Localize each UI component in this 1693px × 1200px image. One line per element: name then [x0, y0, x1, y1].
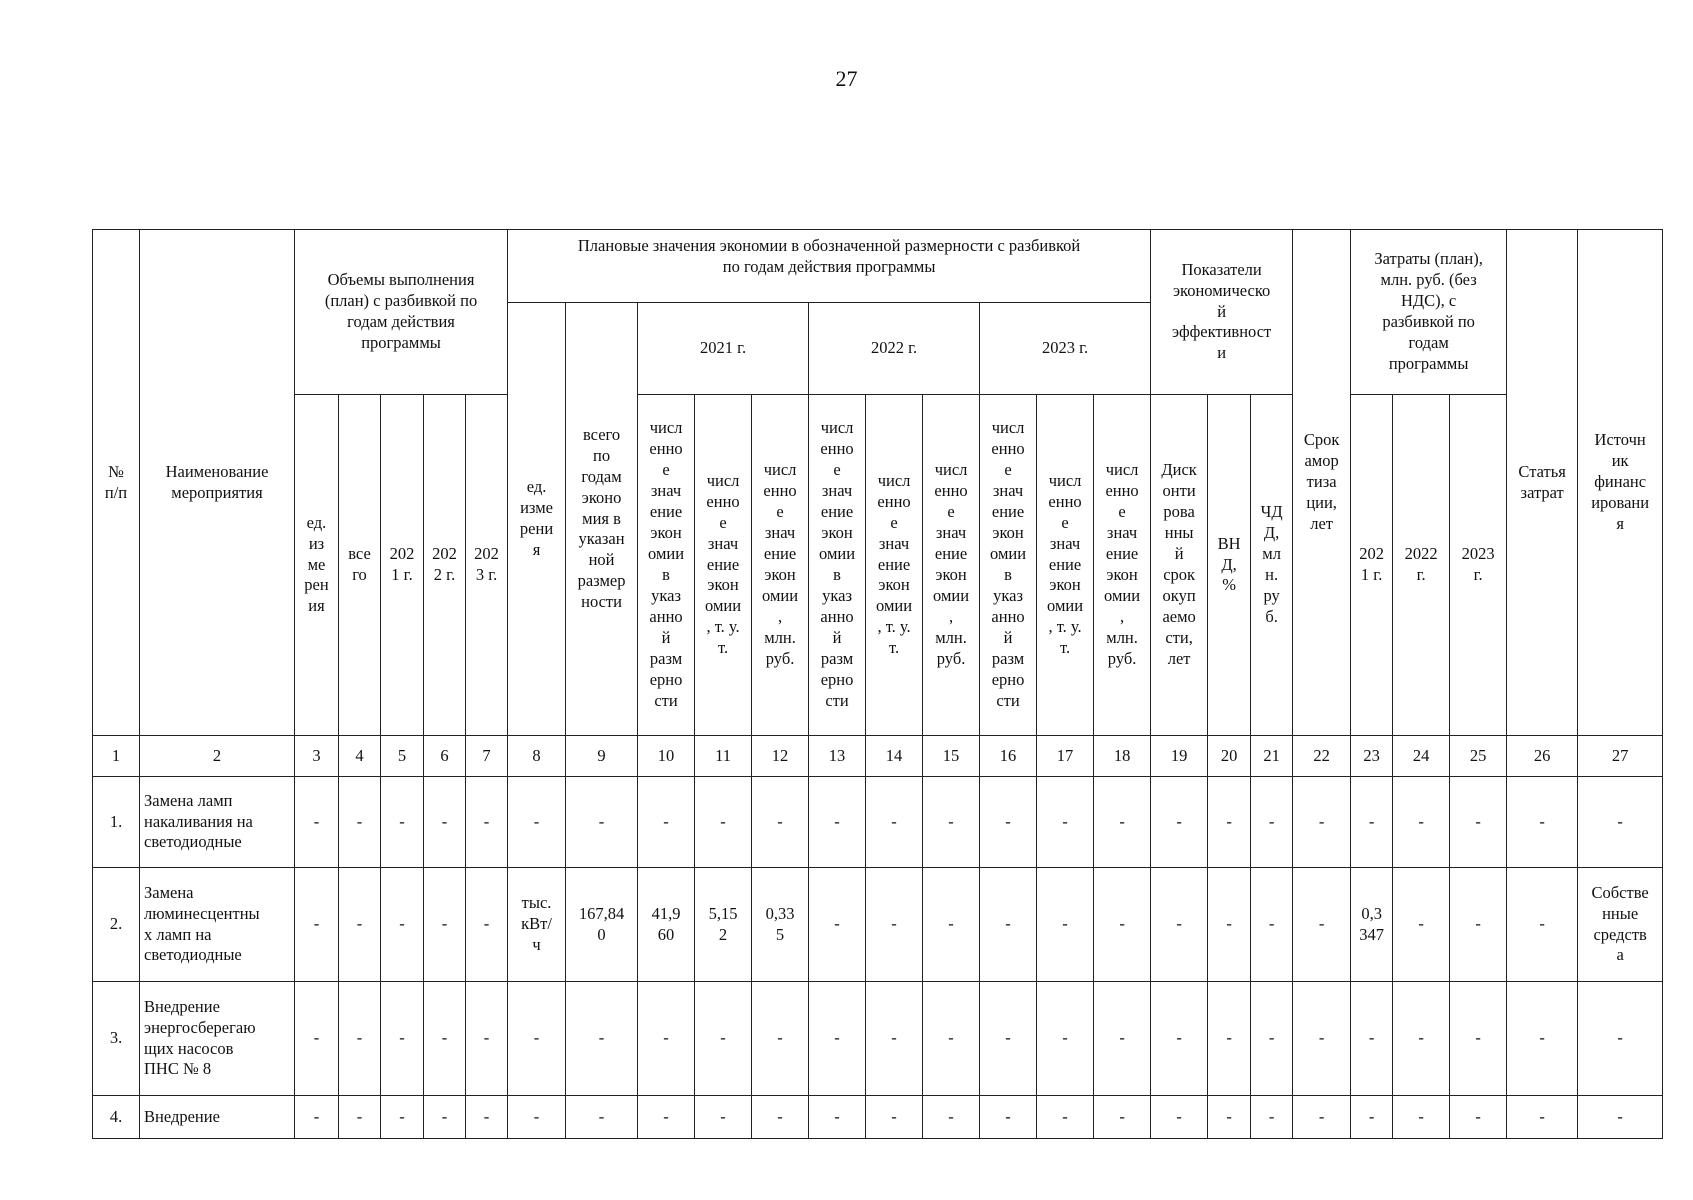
table-cell: - [980, 777, 1037, 868]
header-year-2022: 2022 г. [809, 303, 980, 395]
table-cell: - [980, 868, 1037, 982]
table-cell: - [695, 982, 752, 1096]
table-cell: - [1293, 868, 1351, 982]
header-2022-tut: числ енно е знач ение экон омии , т. у. т. [866, 395, 923, 736]
column-number: 24 [1393, 736, 1450, 777]
table-cell: - [339, 982, 381, 1096]
table-cell: - [1208, 1096, 1251, 1139]
table-cell: - [1507, 982, 1578, 1096]
row-number: 3. [93, 982, 140, 1096]
column-number: 13 [809, 736, 866, 777]
table-cell: - [638, 1096, 695, 1139]
table-cell: - [1094, 777, 1151, 868]
table-cell: - [1037, 777, 1094, 868]
header-costs-2022: 2022 г. [1393, 395, 1450, 736]
table-cell: - [339, 1096, 381, 1139]
table-row [93, 868, 1663, 982]
column-number: 9 [566, 736, 638, 777]
header-savings-total: всего по годам эконо мия в указан ной размер ности [566, 303, 638, 736]
table-cell: 0,33 5 [752, 868, 809, 982]
table-cell: - [1293, 982, 1351, 1096]
column-number: 5 [381, 736, 424, 777]
table-cell: - [1151, 868, 1208, 982]
table-cell: - [1037, 1096, 1094, 1139]
column-number: 6 [424, 736, 466, 777]
header-volumes-unit: ед. из ме рен ия [295, 395, 339, 736]
table-cell: - [1578, 982, 1663, 1096]
table-cell: - [339, 777, 381, 868]
savings-program-table [92, 229, 1663, 1139]
column-number: 23 [1351, 736, 1393, 777]
table-row [93, 982, 1663, 1096]
table-row [93, 777, 1663, 868]
table-cell: - [1208, 868, 1251, 982]
table-cell: - [381, 868, 424, 982]
column-number: 27 [1578, 736, 1663, 777]
header-2021-rub: числ енно е знач ение экон омии , млн. руб. [752, 395, 809, 736]
header-npv: ЧД Д, мл н. ру б. [1251, 395, 1293, 736]
table-cell: - [1393, 1096, 1450, 1139]
header-2023-rub: числ енно е знач ение экон омии , млн. руб. [1094, 395, 1151, 736]
table-cell: - [295, 982, 339, 1096]
table-cell: - [339, 868, 381, 982]
table-cell: - [866, 982, 923, 1096]
table-cell: - [866, 777, 923, 868]
table-cell: - [424, 777, 466, 868]
header-costs-group: Затраты (план), млн. руб. (без НДС), с разбивкой по годам программы [1351, 230, 1507, 395]
table-cell: - [1094, 868, 1151, 982]
column-number: 3 [295, 736, 339, 777]
table-cell: тыс. кВт/ ч [508, 868, 566, 982]
table-cell: - [1151, 1096, 1208, 1139]
table-cell: - [295, 1096, 339, 1139]
measure-name: Замена люминесцентны х ламп на светодиодные [140, 868, 295, 982]
header-year-2023: 2023 г. [980, 303, 1151, 395]
table-cell: - [1251, 868, 1293, 982]
header-no: № п/п [93, 230, 140, 736]
table-cell: - [295, 777, 339, 868]
column-number: 16 [980, 736, 1037, 777]
column-number: 18 [1094, 736, 1151, 777]
column-number: 21 [1251, 736, 1293, 777]
header-payback: Диск онти рова нны й срок окуп аемо сти, лет [1151, 395, 1208, 736]
table-cell: - [638, 982, 695, 1096]
column-number: 17 [1037, 736, 1094, 777]
table-cell: - [1293, 1096, 1351, 1139]
table-cell: - [466, 1096, 508, 1139]
row-number: 4. [93, 1096, 140, 1139]
row-number: 1. [93, 777, 140, 868]
column-number: 12 [752, 736, 809, 777]
table-cell: - [1578, 1096, 1663, 1139]
table-cell: - [566, 1096, 638, 1139]
header-row-1 [93, 230, 1663, 303]
column-number: 8 [508, 736, 566, 777]
table-cell: - [1037, 868, 1094, 982]
column-number: 20 [1208, 736, 1251, 777]
header-costs-2023: 2023 г. [1450, 395, 1507, 736]
row-number: 2. [93, 868, 140, 982]
table-cell: - [1151, 777, 1208, 868]
header-2023-tut: числ енно е знач ение экон омии , т. у. т. [1037, 395, 1094, 736]
table-cell: - [752, 982, 809, 1096]
table-cell: - [809, 982, 866, 1096]
table-cell: - [980, 1096, 1037, 1139]
table-cell: - [695, 1096, 752, 1139]
table-cell: - [424, 868, 466, 982]
table-cell: - [866, 868, 923, 982]
table-cell: - [923, 982, 980, 1096]
table-cell: - [566, 777, 638, 868]
table-cell: - [1351, 1096, 1393, 1139]
table-cell: - [1450, 982, 1507, 1096]
table-cell: - [381, 982, 424, 1096]
header-costs-2021: 202 1 г. [1351, 395, 1393, 736]
column-number: 7 [466, 736, 508, 777]
table-cell: - [809, 777, 866, 868]
table-cell: - [381, 777, 424, 868]
measure-name: Замена ламп накаливания на светодиодные [140, 777, 295, 868]
table-cell: - [1351, 777, 1393, 868]
header-2023-dim: числ енно е знач ение экон омии в указ анно й разм ерно сти [980, 395, 1037, 736]
table-cell: - [695, 777, 752, 868]
column-number: 4 [339, 736, 381, 777]
header-volumes-2022: 202 2 г. [424, 395, 466, 736]
column-number: 19 [1151, 736, 1208, 777]
table-cell: 167,84 0 [566, 868, 638, 982]
table-cell: - [424, 1096, 466, 1139]
measure-name: Внедрение [140, 1096, 295, 1139]
table-cell: - [508, 982, 566, 1096]
header-econ-group: Показатели экономическо й эффективност и [1151, 230, 1293, 395]
table-cell: - [424, 982, 466, 1096]
table-cell: - [923, 868, 980, 982]
table-cell: - [1507, 1096, 1578, 1139]
column-number: 10 [638, 736, 695, 777]
column-numbers-row [93, 736, 1663, 777]
header-irr: ВН Д, % [1208, 395, 1251, 736]
table-cell: - [1393, 868, 1450, 982]
header-name: Наименование мероприятия [140, 230, 295, 736]
header-year-2021: 2021 г. [638, 303, 809, 395]
table-cell: - [752, 777, 809, 868]
column-number: 14 [866, 736, 923, 777]
table-cell: - [1393, 982, 1450, 1096]
table-cell: - [508, 777, 566, 868]
table-cell: - [1208, 982, 1251, 1096]
table-cell: - [566, 982, 638, 1096]
table-cell: - [466, 982, 508, 1096]
table-cell: - [1208, 777, 1251, 868]
table-cell: - [1293, 777, 1351, 868]
table-cell: - [752, 1096, 809, 1139]
column-number: 25 [1450, 736, 1507, 777]
table-cell: - [1450, 777, 1507, 868]
table-cell: - [1507, 868, 1578, 982]
table-cell: - [1251, 777, 1293, 868]
column-number: 2 [140, 736, 295, 777]
table-cell: - [508, 1096, 566, 1139]
table-cell: - [1578, 777, 1663, 868]
table-cell: - [466, 868, 508, 982]
table-cell: 0,3 347 [1351, 868, 1393, 982]
table-cell: - [923, 1096, 980, 1139]
header-savings-unit: ед. изме рени я [508, 303, 566, 736]
header-2022-rub: числ енно е знач ение экон омии , млн. руб. [923, 395, 980, 736]
table-cell: 5,15 2 [695, 868, 752, 982]
table-cell: - [980, 982, 1037, 1096]
table-cell: - [381, 1096, 424, 1139]
column-number: 1 [93, 736, 140, 777]
column-number: 22 [1293, 736, 1351, 777]
table-cell: - [1450, 1096, 1507, 1139]
table-cell: - [1037, 982, 1094, 1096]
table-cell: - [809, 868, 866, 982]
table-cell: - [1507, 777, 1578, 868]
table-cell: - [295, 868, 339, 982]
table-cell: - [1251, 982, 1293, 1096]
column-number: 11 [695, 736, 752, 777]
table-cell: - [866, 1096, 923, 1139]
header-volumes-group: Объемы выполнения (план) с разбивкой по годам действия программы [295, 230, 508, 395]
column-number: 15 [923, 736, 980, 777]
header-row-3 [93, 395, 1663, 736]
header-savings-group: Плановые значения экономии в обозначенной размерности с разбивкой по годам действия программы [508, 230, 1151, 303]
table-cell: - [1251, 1096, 1293, 1139]
header-2022-dim: числ енно е знач ение экон омии в указ анно й разм ерно сти [809, 395, 866, 736]
table-cell: - [1094, 1096, 1151, 1139]
header-2021-dim: числ енно е знач ение экон омии в указ анно й разм ерно сти [638, 395, 695, 736]
header-2021-tut: числ енно е знач ение экон омии , т. у. т. [695, 395, 752, 736]
column-number: 26 [1507, 736, 1578, 777]
header-funding-source: Источн ик финанс ировани я [1578, 230, 1663, 736]
header-cost-item: Статья затрат [1507, 230, 1578, 736]
table-cell: - [1094, 982, 1151, 1096]
measure-name: Внедрение энергосберегаю щих насосов ПНС № 8 [140, 982, 295, 1096]
table-cell: 41,9 60 [638, 868, 695, 982]
table-cell: - [809, 1096, 866, 1139]
header-amortization: Срок амор тиза ции, лет [1293, 230, 1351, 736]
table-cell: - [466, 777, 508, 868]
header-volumes-2023: 202 3 г. [466, 395, 508, 736]
table-cell: - [1351, 982, 1393, 1096]
table-row [93, 1096, 1663, 1139]
table-cell: - [923, 777, 980, 868]
header-volumes-2021: 202 1 г. [381, 395, 424, 736]
table-cell: - [1450, 868, 1507, 982]
table-cell: - [638, 777, 695, 868]
page-number: 27 [835, 66, 858, 91]
header-volumes-total: все го [339, 395, 381, 736]
funding-source-cell: Собстве нные средств а [1578, 868, 1663, 982]
table-cell: - [1393, 777, 1450, 868]
table-cell: - [1151, 982, 1208, 1096]
